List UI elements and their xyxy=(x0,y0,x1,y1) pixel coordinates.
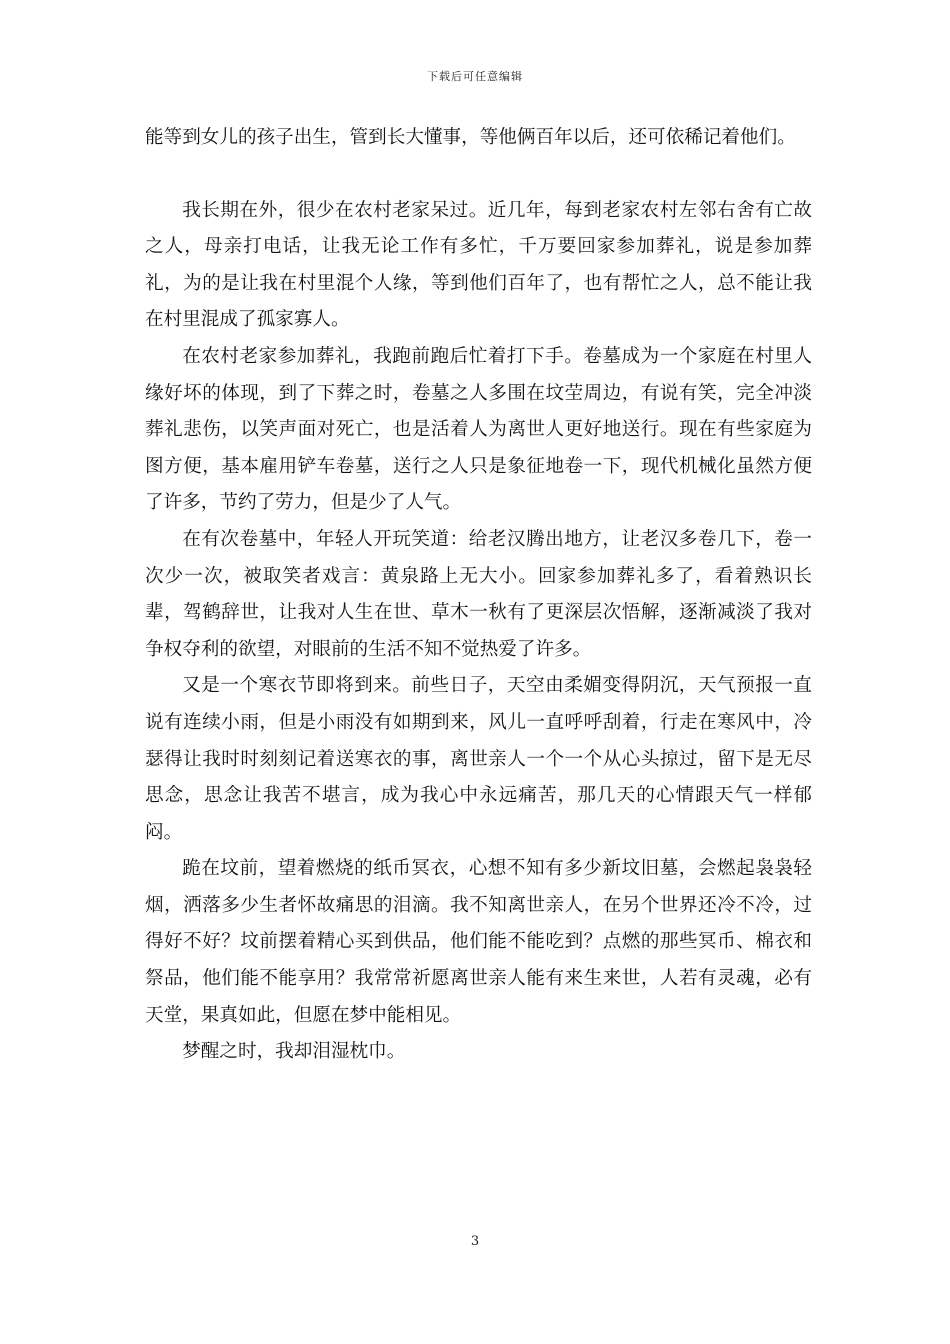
body-text xyxy=(145,120,812,1071)
paragraph: 又是一个寒衣节即将到来。前些日子，天空由柔媚变得阴沉，天气预报一直说有连续小雨，但是小雨没有如期到来，风儿一直呼呼刮着，行走在寒风中，冷瑟得让我时时刻刻记着送寒衣的事，离世亲人一个一个从心头掠过，留下是无尽思念，思念让我苦不堪言，成为我心中永远痛苦，那几天的心情跟天气一样郁闷。 xyxy=(145,675,812,843)
page-header: 下载后可任意编辑 xyxy=(427,70,523,83)
paragraph-gap xyxy=(145,157,812,193)
paragraph: 在农村老家参加葬礼，我跑前跑后忙着打下手。卷墓成为一个家庭在村里人缘好坏的体现，到了下葬之时，卷墓之人多围在坟茔周边，有说有笑，完全冲淡葬礼悲伤，以笑声面对死亡，也是活着人为离世人更好地送行。现在有些家庭为图方便，基本雇用铲车卷墓，送行之人只是象征地卷一下，现代机械化虽然方便了许多，节约了劳力，但是少了人气。 xyxy=(145,345,812,514)
paragraph-continuation: 能等到女儿的孩子出生，管到长大懂事，等他俩百年以后，还可依稀记着他们。 xyxy=(145,127,796,148)
paragraph: 梦醒之时，我却泪湿枕巾。 xyxy=(182,1041,406,1063)
paragraph: 跪在坟前，望着燃烧的纸币冥衣，心想不知有多少新坟旧墓，会燃起袅袅轻烟，洒落多少生者怀故痛思的泪滴。我不知离世亲人，在另个世界还冷不冷，过得好不好？坟前摆着精心买到供品，他们能不能吃到？点燃的那些冥币、棉衣和祭品，他们能不能享用？我常常祈愿离世亲人能有来生来世，人若有灵魂，必有天堂，果真如此，但愿在梦中能相见。 xyxy=(145,858,812,1026)
page-number: 3 xyxy=(470,1234,480,1249)
paragraph: 我长期在外，很少在农村老家呆过。近几年，每到老家农村左邻右舍有亡故之人，母亲打电话，让我无论工作有多忙，千万要回家参加葬礼，说是参加葬礼，为的是让我在村里混个人缘，等到他们百年了，也有帮忙之人，总不能让我在村里混成了孤家寡人。 xyxy=(145,199,812,331)
paragraph: 在有次卷墓中，年轻人开玩笑道：给老汉腾出地方，让老汉多卷几下，卷一次少一次，被取笑者戏言：黄泉路上无大小。回家参加葬礼多了，看着熟识长辈，驾鹤辞世，让我对人生在世、草木一秋有了更深层次悟解，逐渐减淡了我对争权夺利的欲望，对眼前的生活不知不觉热爱了许多。 xyxy=(145,528,812,660)
